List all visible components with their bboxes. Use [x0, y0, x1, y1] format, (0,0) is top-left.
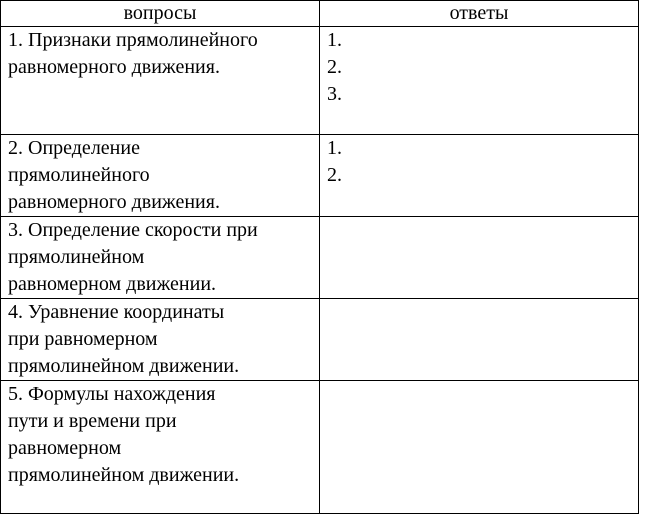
question-text: пути и времени при	[8, 410, 177, 432]
question-text: прямолинейного	[8, 164, 150, 186]
question-text: 1. Признаки прямолинейного	[8, 29, 258, 51]
table-row	[1, 135, 639, 217]
question-cell	[1, 27, 320, 135]
answer-cell[interactable]	[320, 299, 639, 381]
question-text: 5. Формулы нахождения	[8, 383, 216, 405]
question-cell	[1, 217, 320, 299]
answer-number: 2.	[327, 56, 342, 78]
answer-number: 1.	[327, 137, 342, 159]
header-questions: вопросы	[1, 1, 320, 27]
table-row	[1, 27, 639, 135]
header-answers: ответы	[320, 1, 639, 27]
question-text: равномерного движения.	[8, 191, 220, 213]
answer-number: 1.	[327, 29, 342, 51]
question-cell	[1, 381, 320, 514]
question-text: 2. Определение	[8, 137, 140, 159]
answer-number: 2.	[327, 164, 342, 186]
question-text: равномерном движении.	[8, 273, 217, 295]
answer-cell[interactable]	[320, 135, 639, 217]
table-row	[1, 381, 639, 514]
question-text: прямолинейном движении.	[8, 355, 240, 377]
question-text: 3. Определение скорости при	[8, 219, 258, 241]
question-cell	[1, 135, 320, 217]
answer-cell[interactable]	[320, 27, 639, 135]
question-cell	[1, 299, 320, 381]
answer-number: 3.	[327, 83, 342, 105]
question-text: равномерном	[8, 437, 122, 459]
answer-cell[interactable]	[320, 217, 639, 299]
question-text: прямолинейном	[8, 246, 145, 268]
table-row	[1, 299, 639, 381]
answer-cell[interactable]	[320, 381, 639, 514]
question-text: прямолинейном движении.	[8, 464, 240, 486]
question-text: равномерного движения.	[8, 56, 220, 78]
question-text: при равномерном	[8, 328, 158, 350]
header-row	[1, 1, 639, 27]
question-text: 4. Уравнение координаты	[8, 301, 225, 323]
table-row	[1, 217, 639, 299]
